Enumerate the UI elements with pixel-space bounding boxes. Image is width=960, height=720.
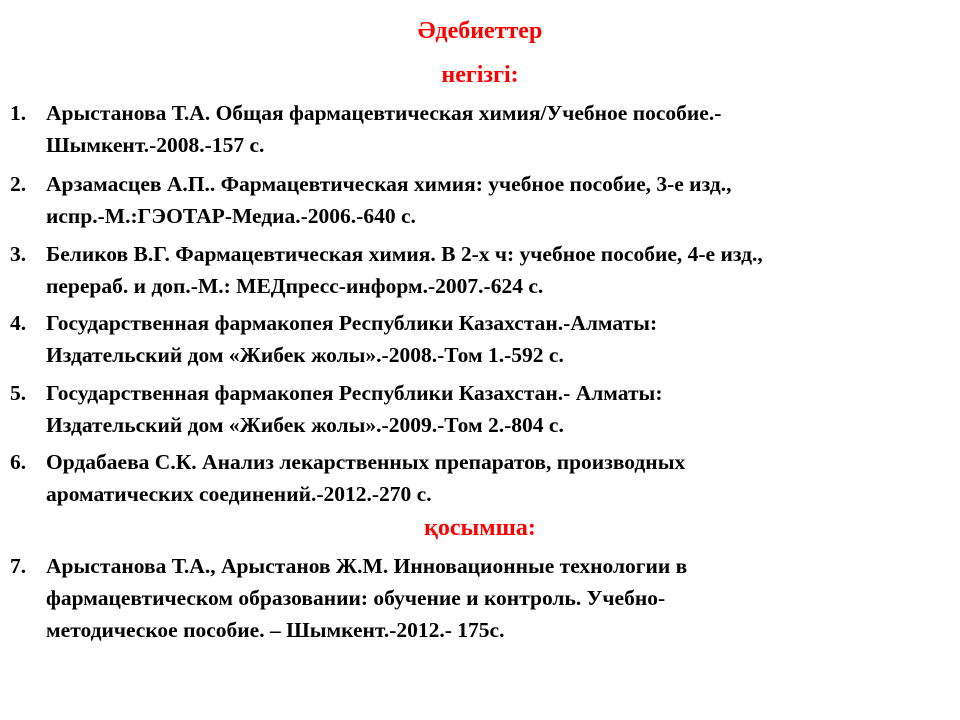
reference-text bbox=[46, 97, 950, 161]
reference-number: 1. bbox=[10, 101, 27, 125]
reference-line: методическое пособие. – Шымкент.-2012.- 175с. bbox=[46, 618, 505, 642]
reference-item bbox=[10, 168, 950, 232]
reference-line: Ордабаева С.К. Анализ лекарственных препаратов, производных bbox=[46, 450, 686, 474]
reference-line: Шымкент.-2008.-157 с. bbox=[46, 133, 265, 157]
reference-number: 2. bbox=[10, 172, 27, 196]
reference-line: испр.-М.:ГЭОТАР-Медиа.-2006.-640 с. bbox=[46, 204, 416, 228]
reference-line: Государственная фармакопея Республики Казахстан.- Алматы: bbox=[46, 381, 663, 405]
additional-literature-heading: қосымша: bbox=[424, 515, 536, 541]
reference-line: Арыстанова Т.А. Общая фармацевтическая химия/Учебное пособие.- bbox=[46, 101, 722, 125]
main-literature-heading: негізгі: bbox=[441, 62, 519, 88]
reference-line: Издательский дом «Жибек жолы».-2008.-Том 1.-592 с. bbox=[46, 343, 564, 367]
reference-item bbox=[10, 550, 950, 646]
reference-line: Государственная фармакопея Республики Казахстан.-Алматы: bbox=[46, 311, 658, 335]
reference-text bbox=[46, 307, 950, 371]
reference-item bbox=[10, 377, 950, 441]
reference-text bbox=[46, 446, 950, 510]
reference-number: 3. bbox=[10, 242, 27, 266]
reference-line: фармацевтическом образовании: обучение и контроль. Учебно- bbox=[46, 586, 666, 610]
reference-number: 6. bbox=[10, 450, 27, 474]
reference-number: 5. bbox=[10, 381, 27, 405]
reference-number: 4. bbox=[10, 311, 27, 335]
reference-item bbox=[10, 238, 950, 302]
reference-line: перераб. и доп.-М.: МЕДпресс-информ.-2007.-624 с. bbox=[46, 274, 544, 298]
reference-item bbox=[10, 307, 950, 371]
reference-item bbox=[10, 97, 950, 161]
reference-line: Издательский дом «Жибек жолы».-2009.-Том 2.-804 с. bbox=[46, 413, 564, 437]
reference-text bbox=[46, 550, 950, 646]
reference-text bbox=[46, 377, 950, 441]
reference-text bbox=[46, 238, 950, 302]
reference-text bbox=[46, 168, 950, 232]
reference-number: 7. bbox=[10, 554, 27, 578]
reference-line: ароматических соединений.-2012.-270 с. bbox=[46, 482, 432, 506]
reference-line: Арыстанова Т.А., Арыстанов Ж.М. Инновационные технологии в bbox=[46, 554, 688, 578]
reference-line: Арзамасцев А.П.. Фармацевтическая химия: учебное пособие, 3-е изд., bbox=[46, 172, 732, 196]
page-title: Әдебиеттер bbox=[417, 18, 543, 44]
reference-line: Беликов В.Г. Фармацевтическая химия. В 2-х ч: учебное пособие, 4-е изд., bbox=[46, 242, 763, 266]
reference-item bbox=[10, 446, 950, 510]
